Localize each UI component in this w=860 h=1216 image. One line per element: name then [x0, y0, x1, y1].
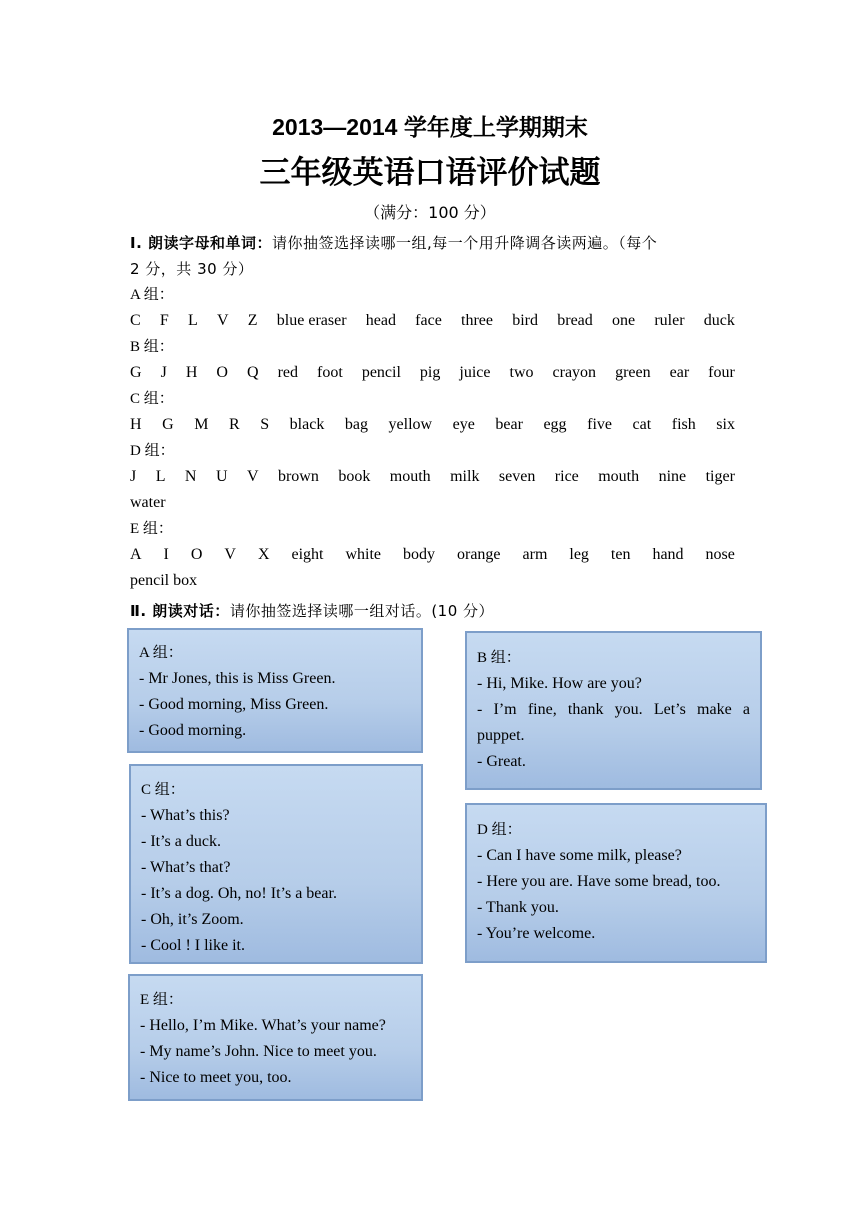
word-item: L	[155, 468, 166, 485]
dialog-line: - Hello, I’m Mike. What’s your name?	[140, 1017, 386, 1034]
word-item: juice	[459, 364, 491, 381]
dialog-line: - Oh, it’s Zoom.	[141, 911, 244, 928]
word-item: C	[130, 312, 141, 329]
word-item: U	[215, 468, 228, 485]
dialog-line: - Here you are. Have some bread, too.	[477, 873, 721, 890]
word-group-label: E 组：	[130, 521, 173, 537]
dialog-label: D 组：	[477, 822, 522, 838]
word-item: face	[415, 312, 442, 329]
word-group-label: B 组：	[130, 339, 174, 355]
word-item: rice	[554, 468, 579, 485]
word-item: three	[461, 312, 494, 329]
word-item: bear	[495, 416, 523, 433]
dialog-line: - It’s a duck.	[141, 833, 221, 850]
word-item: six	[716, 416, 735, 433]
dialog-line: - Can I have some milk, please?	[477, 847, 682, 864]
word-item: cat	[632, 416, 652, 433]
dialog-line: - Hi, Mike. How are you?	[477, 675, 642, 692]
word-row	[130, 464, 735, 490]
word-item: ten	[610, 546, 631, 563]
word-item: A	[130, 546, 142, 563]
word-item: H	[185, 364, 198, 381]
word-item: seven	[498, 468, 536, 485]
word-item: one	[611, 312, 636, 329]
word-group-label: D 组：	[130, 443, 175, 459]
exam-title: 三年级英语口语评价试题	[259, 155, 601, 191]
word-item: leg	[569, 546, 589, 563]
word-item: hand	[652, 546, 684, 563]
word-group-label: C 组：	[130, 391, 174, 407]
section2-label: Ⅱ. 朗读对话：	[130, 602, 230, 620]
word-row	[130, 360, 735, 386]
word-item: Q	[246, 364, 259, 381]
word-item: bread	[557, 312, 593, 329]
word-item: L	[188, 312, 198, 329]
dialog-line: - You’re welcome.	[477, 925, 596, 942]
dialog-box-a	[127, 628, 423, 753]
word-row	[130, 542, 735, 568]
word-item: fish	[671, 416, 696, 433]
word-item: white	[345, 546, 382, 563]
word-item: four	[708, 364, 735, 381]
section1-heading	[130, 230, 657, 256]
word-item: V	[246, 468, 259, 485]
dialog-box-d	[465, 803, 767, 963]
word-item: brown	[277, 468, 319, 485]
dialog-line: - My name’s John. Nice to meet you.	[140, 1043, 377, 1060]
dialog-box-b	[465, 631, 762, 790]
word-item: O	[190, 546, 203, 563]
word-item: V	[217, 312, 229, 329]
word-item: nine	[658, 468, 687, 485]
section1-instruction: 请你抽签选择读哪一组,每一个用升降调各读两遍。（每个	[272, 234, 658, 252]
dialog-line: - Cool ! I like it.	[141, 937, 245, 954]
exam-title-year: 2013—2014 学年度上学期期末	[272, 114, 588, 140]
word-item: two	[509, 364, 534, 381]
word-item: mouth	[598, 468, 640, 485]
dialog-line: - Good morning.	[139, 722, 247, 739]
dialog-box-c	[129, 764, 423, 964]
word-row	[130, 308, 735, 334]
dialog-line: - Nice to meet you, too.	[140, 1069, 292, 1086]
word-item: ruler	[654, 312, 685, 329]
word-item: H	[130, 416, 142, 433]
word-item: book	[338, 468, 371, 485]
word-item: head	[365, 312, 396, 329]
word-item: J	[130, 468, 137, 485]
section1-label: Ⅰ. 朗读字母和单词：	[130, 234, 273, 252]
word-group-label: A 组：	[130, 287, 174, 303]
word-item: pencil	[361, 364, 401, 381]
dialog-line: - Mr Jones, this is Miss Green.	[139, 670, 336, 687]
word-item: body	[403, 546, 436, 563]
word-item: tiger	[705, 468, 735, 485]
full-score: （满分：100 分）	[364, 203, 496, 222]
word-item: Z	[247, 312, 258, 329]
word-item: duck	[703, 312, 735, 329]
word-item: I	[163, 546, 169, 563]
dialog-line: - I’m fine, thank you. Let’s make a puppet.	[477, 701, 750, 744]
word-item: bird	[512, 312, 539, 329]
word-item: eight	[291, 546, 324, 563]
word-item: pig	[419, 364, 441, 381]
word-item: O	[216, 364, 228, 381]
word-item: F	[159, 312, 169, 329]
word-item: nose	[705, 546, 735, 563]
word-item: yellow	[388, 416, 433, 433]
word-item: blue eraser	[276, 312, 347, 329]
word-item: X	[257, 546, 270, 563]
word-item: orange	[457, 546, 501, 563]
word-item: J	[160, 364, 167, 381]
word-item: eye	[452, 416, 475, 433]
word-item: green	[615, 364, 651, 381]
section2-instruction: 请你抽签选择读哪一组对话。(10 分）	[229, 602, 495, 620]
dialog-label: B 组：	[477, 650, 521, 666]
word-item: V	[224, 546, 236, 563]
word-item: egg	[543, 416, 567, 433]
section2-heading	[130, 598, 494, 624]
dialog-line: - What’s that?	[141, 859, 231, 876]
section1-instruction-cont: 2 分，共 30 分）	[130, 260, 254, 278]
word-item: ear	[669, 364, 690, 381]
word-item: S	[260, 416, 270, 433]
word-item: red	[277, 364, 298, 381]
dialog-label: A 组：	[139, 645, 183, 661]
dialog-line: - Thank you.	[477, 899, 559, 916]
word-item: mouth	[389, 468, 431, 485]
word-overflow: water	[130, 494, 166, 511]
dialog-box-e	[128, 974, 423, 1101]
word-item: milk	[450, 468, 480, 485]
dialog-line: - Good morning, Miss Green.	[139, 696, 329, 713]
dialog-line: - It’s a dog. Oh, no! It’s a bear.	[141, 885, 337, 902]
word-item: G	[162, 416, 174, 433]
dialog-label: C 组：	[141, 782, 185, 798]
word-item: arm	[522, 546, 548, 563]
dialog-label: E 组：	[140, 992, 183, 1008]
word-item: G	[130, 364, 142, 381]
word-item: N	[184, 468, 197, 485]
word-item: crayon	[552, 364, 597, 381]
word-overflow: pencil box	[130, 572, 198, 589]
dialog-line: - Great.	[477, 753, 526, 770]
word-item: black	[289, 416, 325, 433]
word-item: R	[229, 416, 240, 433]
word-item: bag	[344, 416, 368, 433]
word-item: M	[194, 416, 209, 433]
word-row	[130, 412, 735, 438]
word-item: foot	[317, 364, 343, 381]
dialog-line: - What’s this?	[141, 807, 230, 824]
word-item: five	[587, 416, 612, 433]
